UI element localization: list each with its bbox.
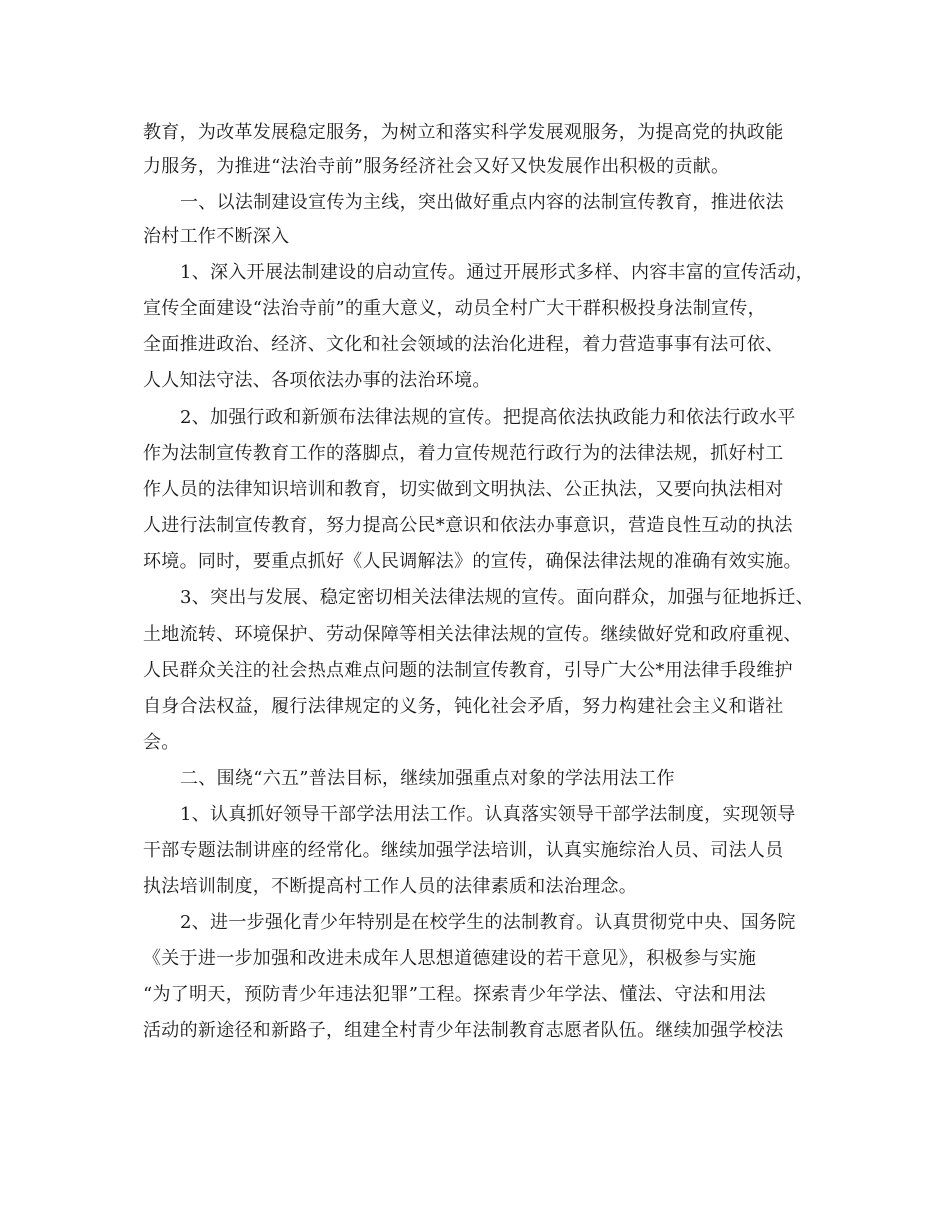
section-heading: 一、以法制建设宣传为主线，突出做好重点内容的法制宣传教育，推进依法 [180,192,784,213]
paragraph-start: 2、加强行政和新颁布法律法规的宣传。把提高依法执政能力和依法行政水平 [180,407,796,428]
text-line: 作为法制宣传教育工作的落脚点，着力宣传规范行政行为的法律法规，抓好村工 [143,443,784,464]
text-line: 环境。同时，要重点抓好《人民调解法》的宣传，确保法律法规的准确有效实施。 [143,551,802,572]
text-line: 人民群众关注的社会热点难点问题的法制宣传教育，引导广大公*用法律手段维护 [143,660,793,681]
section-heading: 治村工作不断深入 [143,226,290,247]
text-line: 人进行法制宣传教育，努力提高公民*意识和依法办事意识，营造良性互动的执法 [143,515,793,536]
text-line: 人人知法守法、各项依法办事的法治环境。 [143,370,491,391]
text-line: 活动的新途径和新路子，组建全村青少年法制教育志愿者队伍。继续加强学校法 [143,1020,784,1041]
text-line: 教育，为改革发展稳定服务，为树立和落实科学发展观服务，为提高党的执政能 [143,122,784,143]
text-line: 宣传全面建设“法治寺前”的重大意义，动员全村广大干群积极投身法制宣传， [143,298,766,319]
text-line: 执法培训制度，不断提高村工作人员的法律素质和法治理念。 [143,876,638,897]
text-line: 作人员的法律知识培训和教育，切实做到文明执法、公正执法，又要向执法相对 [143,479,784,500]
section-heading: 二、围绕“六五”普法目标，继续加强重点对象的学法用法工作 [180,768,675,789]
text-line: 《关于进一步加强和改进未成年人思想道德建设的若干意见》，积极参与实施 [143,948,757,969]
paragraph-start: 1、深入开展法制建设的启动宣传。通过开展形式多样、内容丰富的宣传活动， [180,262,814,283]
text-line: “为了明天，预防青少年违法犯罪”工程。探索青少年学法、懂法、守法和用法 [143,984,766,1005]
text-line: 全面推进政治、经济、文化和社会领域的法治化进程，着力营造事事有法可依、 [143,334,784,355]
text-line: 会。 [143,732,180,753]
paragraph-start: 1、认真抓好领导干部学法用法工作。认真落实领导干部学法制度，实现领导 [180,804,796,825]
text-line: 干部专题法制讲座的经常化。继续加强学法培训，认真实施综治人员、司法人员 [143,840,784,861]
paragraph-start: 2、进一步强化青少年特别是在校学生的法制教育。认真贯彻党中央、国务院 [180,912,796,933]
text-line: 自身合法权益，履行法律规定的义务，钝化社会矛盾，努力构建社会主义和谐社 [143,696,784,717]
text-line: 力服务，为推进“法治寺前”服务经济社会又好又快发展作出积极的贡献。 [143,156,730,177]
paragraph-start: 3、突出与发展、稳定密切相关法律法规的宣传。面向群众，加强与征地拆迁、 [180,587,814,608]
text-line: 土地流转、环境保护、劳动保障等相关法律法规的宣传。继续做好党和政府重视、 [143,624,802,645]
